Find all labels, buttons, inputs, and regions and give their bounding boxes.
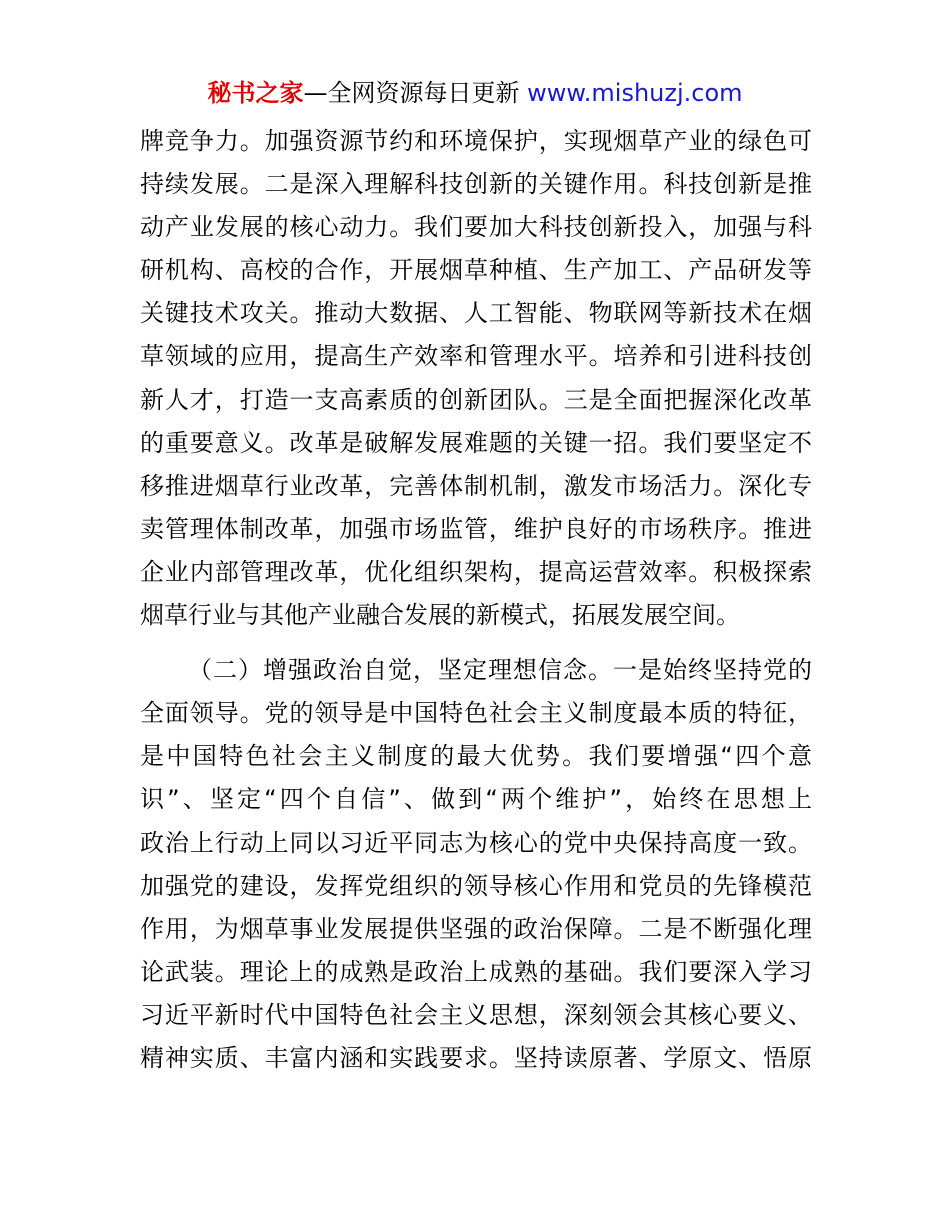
text-line: 全面领导。党的领导是中国特色社会主义制度最本质的特征， bbox=[140, 699, 812, 728]
text-line: 加强党的建设，发挥党组织的领导核心作用和党员的先锋模范 bbox=[140, 871, 812, 900]
paragraph-1 bbox=[140, 120, 812, 637]
paragraph-gap bbox=[140, 637, 812, 649]
text-line: 企业内部管理改革，优化组织架构，提高运营效率。积极探索 bbox=[140, 557, 812, 586]
text-line: 动产业发展的核心动力。我们要加大科技创新投入，加强与科 bbox=[140, 213, 812, 242]
text-line: 持续发展。二是深入理解科技创新的关键作用。科技创新是推 bbox=[140, 170, 812, 199]
text-line: 精神实质、丰富内涵和实践要求。坚持读原著、学原文、悟原 bbox=[140, 1043, 812, 1072]
page-header bbox=[0, 78, 950, 108]
site-tagline: —全网资源每日更新 bbox=[303, 79, 520, 107]
text-line: 识”、坚定“四个自信”、做到“两个维护”，始终在思想上 bbox=[140, 785, 812, 814]
text-line: 是中国特色社会主义制度的最大优势。我们要增强“四个意 bbox=[140, 742, 812, 771]
text-line: 的重要意义。改革是破解发展难题的关键一招。我们要坚定不 bbox=[140, 428, 812, 457]
text-line: 草领域的应用，提高生产效率和管理水平。培养和引进科技创 bbox=[140, 342, 812, 371]
text-line: 牌竞争力。加强资源节约和环境保护，实现烟草产业的绿色可 bbox=[140, 127, 812, 155]
paragraph-2 bbox=[140, 649, 812, 1080]
text-line: 烟草行业与其他产业融合发展的新模式，拓展发展空间。 bbox=[140, 601, 740, 630]
text-line: 作用，为烟草事业发展提供坚强的政治保障。二是不断强化理 bbox=[140, 914, 812, 943]
text-line: 卖管理体制改革，加强市场监管，维护良好的市场秩序。推进 bbox=[140, 514, 812, 543]
text-line: 研机构、高校的合作，开展烟草种植、生产加工、产品研发等 bbox=[140, 256, 812, 285]
text-line: 论武装。理论上的成熟是政治上成熟的基础。我们要深入学习 bbox=[140, 957, 812, 986]
site-brand: 秘书之家 bbox=[207, 79, 304, 107]
section-heading-line: （二）增强政治自觉，坚定理想信念。一是始终坚持党的 bbox=[188, 656, 812, 685]
site-url[interactable]: www.mishuzj.com bbox=[527, 79, 743, 107]
text-line: 关键技术攻关。推动大数据、人工智能、物联网等新技术在烟 bbox=[140, 299, 812, 328]
text-line: 习近平新时代中国特色社会主义思想，深刻领会其核心要义、 bbox=[140, 1000, 812, 1029]
document-body bbox=[140, 120, 812, 1080]
text-line: 新人才，打造一支高素质的创新团队。三是全面把握深化改革 bbox=[140, 385, 812, 414]
text-line: 政治上行动上同以习近平同志为核心的党中央保持高度一致。 bbox=[140, 828, 812, 857]
text-line: 移推进烟草行业改革，完善体制机制，激发市场活力。深化专 bbox=[140, 471, 812, 500]
